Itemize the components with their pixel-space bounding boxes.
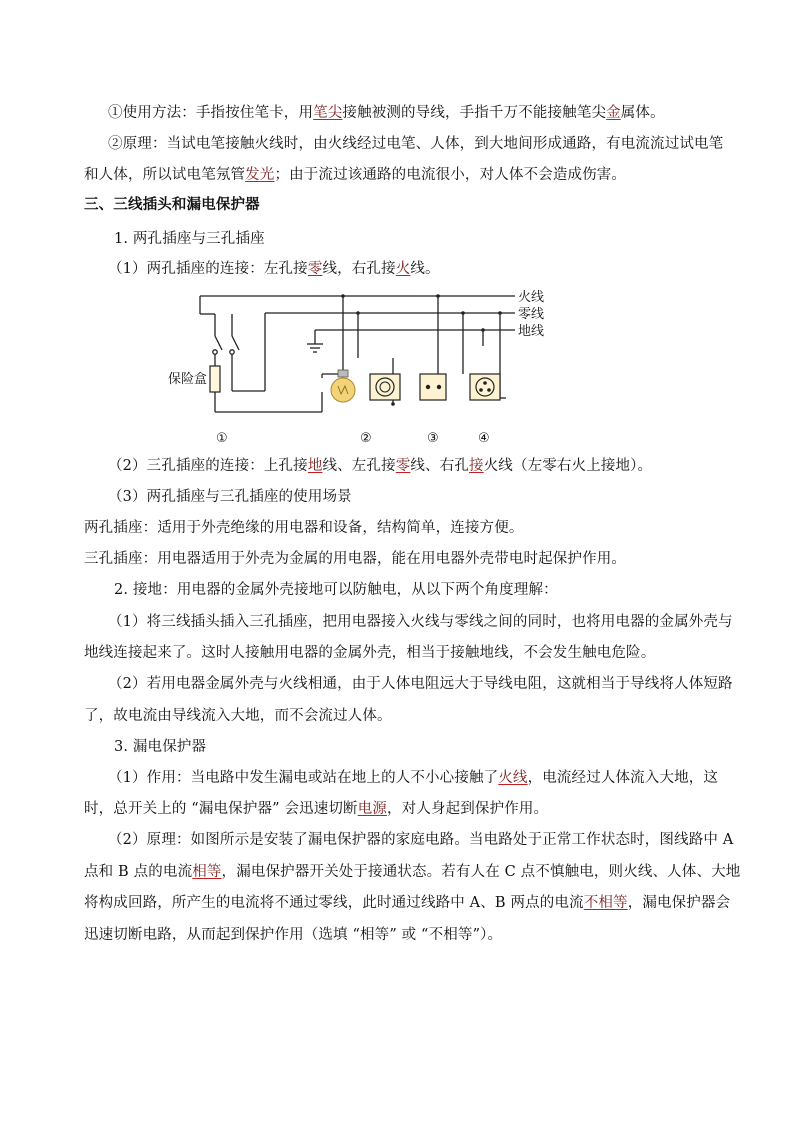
filled-answer: 零	[395, 458, 411, 474]
text-segment: （1）作用：当电路中发生漏电或站在地上的人不小心接触了	[108, 770, 499, 786]
text-segment: 时，总开关上的 “漏电保护器” 会迅速切断	[84, 801, 358, 817]
text-segment: ，漏电保护器开关处于接通状态。若有人在 C 点不慎触电，则火线、人体、大地	[221, 864, 741, 880]
label-4: ④	[478, 431, 490, 446]
filled-answer: 地	[307, 458, 323, 474]
text-segment: 线、左孔接	[322, 458, 396, 474]
text-segment: 了，故电流由导线流入大地，而不会流过人体。	[84, 708, 392, 724]
text-segment: 线。	[410, 261, 440, 277]
leakage-principle-line-1	[108, 830, 734, 850]
filled-answer: 零	[307, 261, 323, 277]
filled-answer: 金	[606, 105, 621, 121]
neutral-wire-label: 零线	[518, 307, 545, 322]
filled-answer: 火线	[498, 770, 528, 786]
text-segment: 将构成回路，所产生的电流将不通过零线，此时通过线路中 A、B 两点的电流	[84, 895, 584, 911]
three-hole-connection-line	[108, 456, 710, 476]
filled-answer: 电源	[357, 801, 388, 817]
leakage-function-line-1	[108, 768, 719, 788]
filled-answer: 接	[469, 458, 484, 474]
principle-line-2	[84, 165, 710, 185]
label-3: ③	[427, 431, 439, 446]
text-segment: ②原理：当试电笔接触火线时，由火线经过电笔、人体，到大地间形成通路，有电流流过试电笔	[108, 136, 724, 152]
text-segment: （3）两孔插座与三孔插座的使用场景	[108, 489, 352, 505]
leakage-principle-line-2	[84, 862, 741, 882]
text-segment: （2）若用电器金属外壳与火线相通，由于人体电阻远大于导线电阻，这就相当于导线将人体短路	[108, 676, 733, 692]
leakage-function-line-2	[84, 799, 710, 819]
subsection-1-heading	[114, 229, 710, 249]
grounding-heading	[114, 580, 710, 600]
text-segment: 火线（左零右火上接地）。	[483, 458, 653, 474]
leakage-protector-heading	[114, 737, 710, 757]
usage-scenario-heading	[108, 487, 710, 507]
two-hole-connection-line	[108, 259, 710, 279]
label-1: ①	[216, 431, 228, 446]
usage-method-line	[108, 103, 710, 123]
switch-blade-left	[215, 336, 222, 350]
fuse-rect	[210, 366, 220, 392]
text-segment: 线，右孔接	[322, 261, 396, 277]
text-segment: ，漏电保护器会	[627, 895, 731, 911]
text-segment: ①使用方法：手指按住笔卡，用	[108, 105, 314, 121]
text-segment: 两孔插座：适用于外壳绝缘的用电器和设备，结构简单，连接方便。	[84, 520, 524, 536]
label-2: ②	[360, 431, 372, 446]
grounding-point-1a	[108, 612, 733, 632]
text-segment: 三、三线插头和漏电保护器	[84, 196, 260, 213]
two-hole-socket-icon	[420, 374, 446, 400]
text-segment: （1）两孔插座的连接：左孔接	[108, 261, 308, 277]
leakage-principle-line-4	[84, 925, 710, 945]
grounding-point-2a	[108, 674, 733, 694]
text-segment: 接触被测的导线，手指千万不能接触笔尖	[342, 105, 607, 121]
text-segment: （2）三孔插座的连接：上孔接	[108, 458, 308, 474]
text-segment: 2. 接地：用电器的金属外壳接地可以防触电，从以下两个角度理解：	[114, 582, 558, 598]
leakage-principle-line-3	[84, 893, 731, 913]
filled-answer: 笔尖	[313, 105, 343, 121]
round-socket-icon	[370, 374, 400, 400]
text-segment: 3. 漏电保护器	[114, 739, 207, 755]
ground-wire-label: 地线	[518, 324, 545, 339]
text-segment: 地线连接起来了。这时人接触用电器的金属外壳，相当于接触地线，不会发生触电危险。	[84, 645, 656, 661]
text-segment: （2）原理：如图所示是安装了漏电保护器的家庭电路。当电路处于正常工作状态时，图线路中 A	[108, 832, 734, 848]
text-segment: ；由于流过该通路的电流很小，对人体不会造成伤害。	[274, 167, 627, 183]
text-segment: 三孔插座：用电器适用于外壳为金属的用电器，能在用电器外壳带电时起保护作用。	[84, 551, 627, 567]
section-heading	[84, 195, 710, 215]
circuit-diagram	[160, 286, 560, 448]
three-hole-socket-icon	[470, 374, 500, 400]
fuse-box-label: 保险盒	[168, 372, 208, 387]
text-segment: 迅速切断电路，从而起到保护作用（选填 “相等” 或 “不相等”）。	[84, 927, 503, 943]
text-segment: 属体。	[620, 105, 665, 121]
text-segment: （1）将三线插头插入三孔插座，把用电器接入火线与零线之间的同时，也将用电器的金属外壳与	[108, 614, 733, 630]
filled-answer: 火	[395, 261, 411, 277]
three-hole-usage-line	[84, 549, 710, 569]
filled-answer: 不相等	[583, 895, 628, 911]
lamp-icon	[322, 370, 355, 402]
grounding-point-2b	[84, 706, 710, 726]
text-segment: 和人体，所以试电笔氖管	[84, 167, 246, 183]
switch-blade-right	[232, 336, 239, 350]
live-wire-label: 火线	[518, 290, 545, 305]
filled-answer: 发光	[245, 167, 275, 183]
text-segment: ，对人身起到保护作用。	[387, 801, 549, 817]
text-segment: ，电流经过人体流入大地，这	[527, 770, 719, 786]
principle-line-1	[108, 134, 724, 154]
two-hole-usage-line	[84, 518, 710, 538]
grounding-point-1b	[84, 643, 710, 663]
filled-answer: 相等	[192, 864, 222, 880]
text-segment: 线、右孔	[410, 458, 469, 474]
text-segment: 点和 B 点的电流	[84, 864, 193, 880]
text-segment: 1. 两孔插座与三孔插座	[114, 231, 265, 247]
